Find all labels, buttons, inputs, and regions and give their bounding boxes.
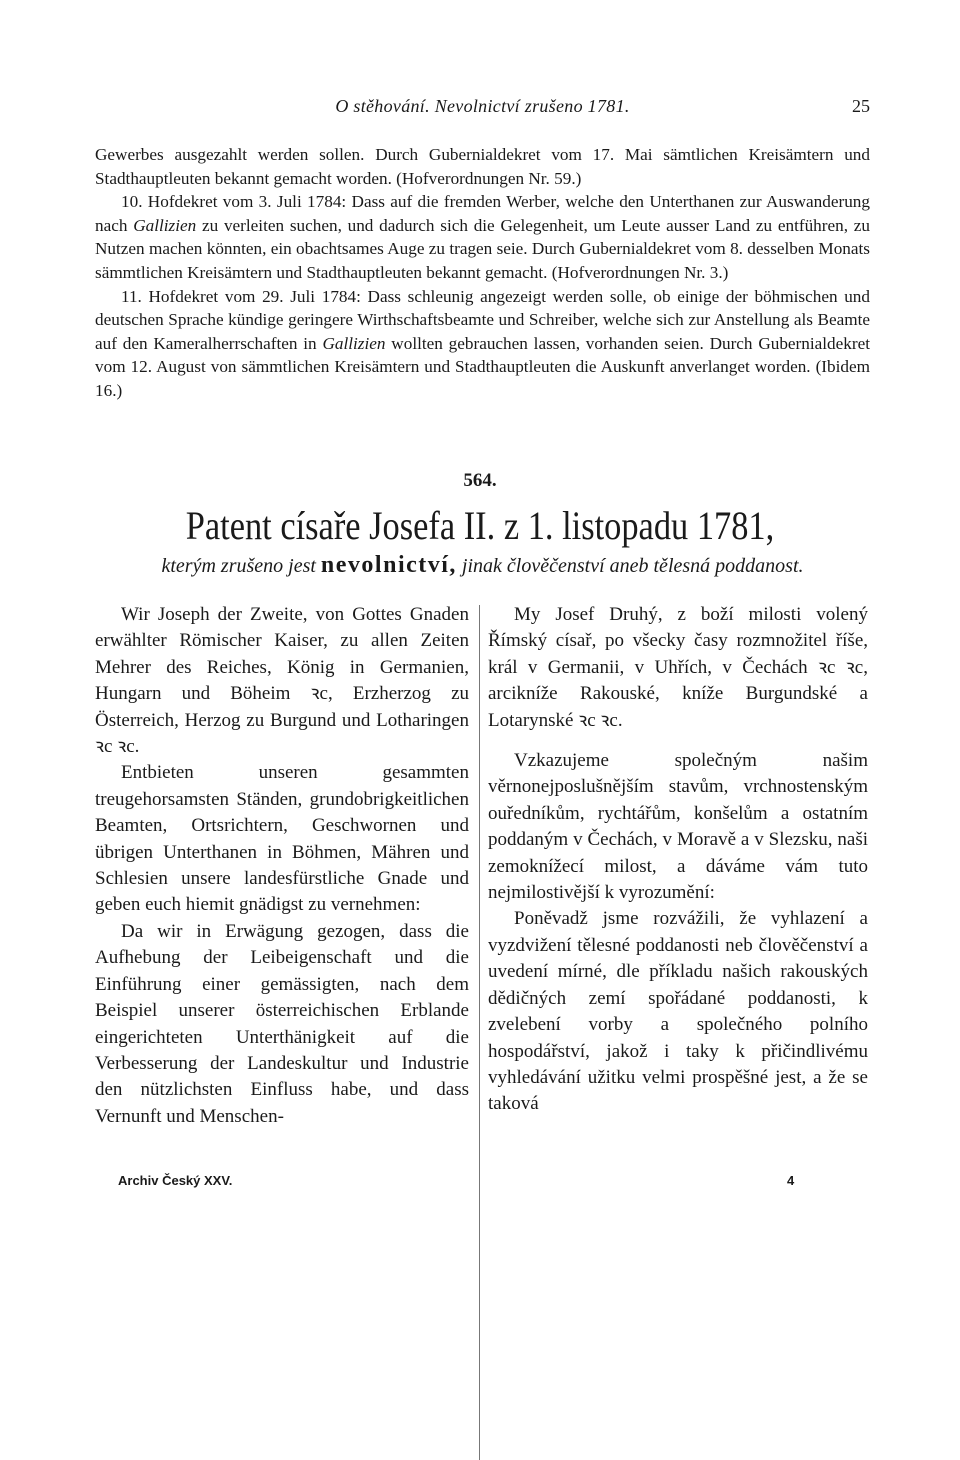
emphasis: Gallizien: [322, 333, 386, 353]
running-title: O stěhování. Nevolnictví zrušeno 1781.: [335, 96, 630, 116]
column-divider: [479, 605, 480, 1460]
paragraph: My Josef Druhý, z boží milosti volený Římský císař, po všecky časy rozmnožitel říše, král v Germanii, v Uhřích, v Čechách ꝛc ꝛc, arcikníže Rakouské, kníže Burgundské a Lotarynské ꝛc ꝛc.: [488, 604, 868, 731]
page-number: 25: [852, 96, 870, 116]
german-column: [95, 602, 469, 1130]
emphasis: Gallizien: [133, 215, 197, 235]
paragraph: Entbieten unseren gesammten treugehorsamsten Ständen, grundobrigkeitlichen Beamten, Ortsrichtern, Geschwornen und übrigen Unterthanen in Böhmen, Mähren und Schlesien unsere landesfürstliche Gnade und geben euch hiemit gnädigst zu vernehmen:: [95, 762, 469, 916]
paragraph: Da wir in Erwägung gezogen, dass die Aufhebung der Leibeigenschaft und die Einführung einer gemässigten, nach dem Beispiel unserer österreichischen Erblande eingerichteten Unterthänigkeit auf die Verbesserung der Landeskultur und Industrie den nützlichsten Einfluss habe, und dass Vernunft und Menschen-: [95, 920, 469, 1127]
document-number: 564.: [463, 470, 497, 491]
paragraph: Vzkazujeme společným našim věrnonejposlušnějším stavům, vrchnostenským ouředníkům, rychtářům, konšelům a ostatním poddaným v Čechách, v Moravě a v Slezsku, naši zemoknížecí milost, a dáváme vám tuto nejmilostivější k vyrozumění:: [488, 750, 868, 904]
emphasis: nevolnictví,: [320, 552, 457, 578]
paragraph: Gewerbes ausgezahlt werden sollen. Durch Gubernialdekret vom 17. Mai sämtlichen Kreisämtern und Stadthauptleuten bekannt gemacht worden. (Hofverordnungen Nr. 59.): [95, 145, 870, 188]
paragraph: Wir Joseph der Zweite, von Gottes Gnaden erwählter Römischer Kaiser, zu allen Zeiten Mehrer des Reiches, König in Germanien, Hungarn und Böheim ꝛc, Erzherzog zu Österreich, Herzog zu Burgund und Lotharingen ꝛc ꝛc.: [95, 604, 469, 758]
footer-signature: 4: [787, 1173, 795, 1188]
document-subtitle: kterým zrušeno jest nevolnictví, jinak člověčenství aneb tělesná poddanost.: [161, 552, 804, 578]
czech-column: [488, 602, 868, 1118]
page-header: [95, 96, 870, 120]
footer-source: Archiv Český XXV.: [118, 1173, 233, 1188]
paragraph: 10. Hofdekret vom 3. Juli 1784: Dass auf die fremden Werber, welche den Unterthanen zur Auswanderung nach Gallizien zu verleiten suchen, und dadurch sich die Gelegenheit, um Leute ausser Land zu entführen, zu Nutzen machen könnten, ein obachtsames Auge zu tragen seie. Durch Gubernialdekret vom 8. desselben Monats sämmtlichen Kreisämtern und Stadthauptleuten bekannt gemacht. (Hofverordnungen Nr. 3.): [95, 192, 870, 282]
paragraph: 11. Hofdekret vom 29. Juli 1784: Dass schleunig angezeigt werden solle, ob einige der böhmischen und deutschen Sprache kündige geringere Wirthschaftsbeamte und Schreiber, welche sich zur Anstellung als Beamte auf den Kameralherrschaften in Gallizien wollten gebrauchen lassen, vorhanden seien. Durch Gubernialdekret vom 12. August von sämmtlichen Kreisämtern und Stadthauptleuten die Auskunft anverlanget worden. (Ibidem 16.): [95, 286, 870, 400]
document-title: Patent císaře Josefa II. z 1. listopadu 1781,: [185, 503, 775, 548]
top-text-block: [95, 143, 870, 403]
paragraph: Poněvadž jsme rozvážili, že vyhlazení a vyzdvižení tělesné poddanosti neb člověčenství a uvedení mírné, dle příkladu našich rakouských dědičných zemí spořádané poddanosti, k zvelebení vorby a společného polního hospodářství, jakož i taky k přičindlivému vyhledávání užitku velmi prospěšné jest, a že se taková: [488, 908, 868, 1115]
